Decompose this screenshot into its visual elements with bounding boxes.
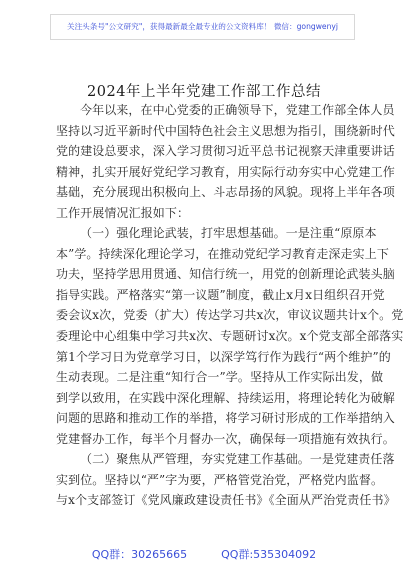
- body-line-18: （二）聚焦从严管理，夯实党建工作基础。一是党建责任落: [80, 452, 395, 467]
- body-line-12: 委理论中心组集中学习共x次、专题研讨x次。x个党支部全部落实: [56, 329, 404, 344]
- body-line-7: （一）强化理论武装，打牢思想基础。一是注重“原原本: [80, 226, 377, 241]
- body-line-16: 问题的思路和推动工作的举措，将学习研讨形成的工作举措纳入: [56, 411, 395, 426]
- body-line-19: 实到位。坚持以“严”字为要，严格管党治党，严格党内监督。: [56, 472, 384, 487]
- footer-contacts: [0, 546, 408, 562]
- document-title: 2024年上半年党建工作部工作总结: [87, 84, 321, 100]
- body-line-4: 精神，扎实开展好党纪学习教育，用实际行动夯实中心党建工作: [56, 164, 395, 179]
- body-line-6: 工作开展情况汇报如下：: [56, 205, 190, 220]
- body-line-5: 基础，充分展现出积极向上、斗志昂扬的风貌。现将上半年各项: [56, 185, 395, 200]
- body-line-8: 本”学。持续深化理论学习，在推动党纪学习教育走深走实上下: [56, 246, 389, 261]
- qq-group-2: QQ群:535304092: [221, 548, 317, 561]
- promo-banner: 关注头条号"公文研究"，获得最新最全最专业的公文资料库！ 微信：gongwenyj: [66, 22, 338, 31]
- body-line-11: 委会议x次，党委（扩大）传达学习共x次，审议议题共计x个。党: [56, 308, 404, 323]
- body-line-17: 党建督办工作，每半个月督办一次，确保每一项措施有效执行。: [56, 431, 395, 446]
- body-line-14: 生动表现。二是注重“知行合一”学。坚持从工作实际出发，做: [56, 370, 384, 385]
- promo-banner-box: [50, 14, 355, 40]
- body-line-2: 坚持以习近平新时代中国特色社会主义思想为指引，围绕新时代: [56, 123, 395, 138]
- body-line-10: 指导实践。严格落实“第一议题”制度，截止x月x日组织召开党: [56, 287, 385, 302]
- body-line-20: 与x个支部签订《党风廉政建设责任书》《全面从严治党责任书》: [56, 493, 396, 508]
- body-line-13: 第1个学习日为党章学习日，以深学笃行作为践行“两个维护”的: [56, 349, 391, 364]
- body-line-9: 功夫，坚持学思用贯通、知信行统一，用党的创新理论武装头脑: [56, 267, 395, 282]
- body-line-3: 党的建设总要求，深入学习贯彻习近平总书记视察天津重要讲话: [56, 144, 395, 159]
- document-body: [56, 100, 404, 511]
- qq-group-1: QQ群：30265665: [91, 548, 188, 561]
- body-line-1: 今年以来，在中心党委的正确领导下，党建工作部全体人员: [80, 103, 395, 117]
- body-line-15: 到学以致用，在实践中深化理解、持续运用，将理论转化为破解: [56, 390, 395, 405]
